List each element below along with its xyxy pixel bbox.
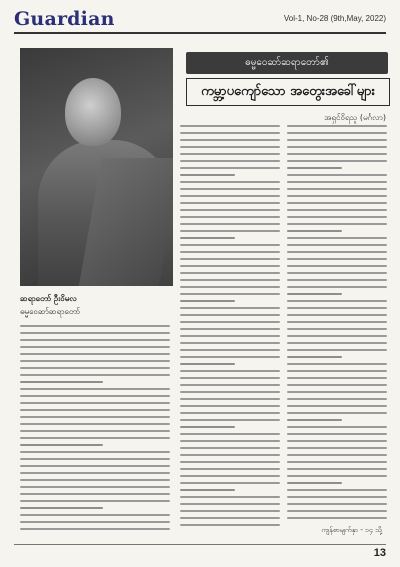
body-text-line: [287, 195, 387, 197]
body-text-line: [180, 174, 235, 176]
body-text-line: [287, 293, 342, 295]
body-text-line: [287, 335, 387, 337]
body-text-line: [180, 356, 280, 358]
article-kicker: ဓမ္မဝေဆာ်ဆရာတော်၏: [186, 52, 388, 74]
body-text-line: [180, 286, 280, 288]
body-text-line: [287, 160, 387, 162]
body-text-line: [20, 507, 103, 509]
body-text-line: [180, 195, 280, 197]
body-text-line: [287, 384, 387, 386]
body-text-line: [180, 335, 280, 337]
body-text-line: [287, 370, 387, 372]
body-text-line: [287, 398, 387, 400]
body-text-line: [287, 447, 387, 449]
body-text-line: [20, 353, 170, 355]
body-text-line: [287, 139, 387, 141]
body-text-line: [287, 188, 387, 190]
body-text-line: [287, 286, 387, 288]
body-text-line: [287, 223, 387, 225]
body-text-line: [287, 300, 387, 302]
body-text-line: [20, 367, 170, 369]
body-text-line: [20, 339, 170, 341]
body-text-line: [287, 272, 387, 274]
body-text-line: [20, 472, 170, 474]
article-headline: ကမ္ဘာ့ပကျော်သော အတွေးအခေါ်များ: [186, 78, 390, 106]
body-text-line: [20, 360, 170, 362]
body-text-line: [180, 328, 280, 330]
body-text-line: [287, 258, 387, 260]
body-text-line: [287, 363, 387, 365]
body-text-line: [180, 209, 280, 211]
body-text-line: [180, 153, 280, 155]
body-text-line: [180, 265, 280, 267]
body-text-line: [180, 482, 280, 484]
body-text-line: [180, 181, 280, 183]
masthead: [14, 6, 386, 34]
body-text-line: [287, 356, 342, 358]
body-text-line: [180, 293, 280, 295]
body-text-line: [180, 398, 280, 400]
body-text-line: [20, 395, 170, 397]
body-text-line: [287, 496, 387, 498]
body-text-line: [287, 349, 387, 351]
body-text-line: [180, 412, 280, 414]
body-text-line: [180, 300, 235, 302]
body-text-line: [180, 223, 280, 225]
body-text-line: [287, 517, 387, 519]
body-text-line: [287, 181, 387, 183]
body-text-line: [180, 342, 280, 344]
body-text-line: [20, 486, 170, 488]
body-text-line: [20, 409, 170, 411]
continued-note: ကျန်စာမျက်နှာ - ၁၄ သို့: [321, 526, 382, 534]
body-text-line: [180, 447, 280, 449]
body-text-line: [287, 251, 387, 253]
body-text-line: [20, 458, 170, 460]
article-byline: အရှင်ဝိရသူ (မင်္ဂလာ): [324, 113, 386, 122]
body-text-line: [180, 349, 280, 351]
body-text-line: [287, 202, 387, 204]
body-text-line: [20, 423, 170, 425]
body-text-line: [287, 489, 387, 491]
caption-role: ဓမ္မဝေဆာ်ဆရာတော်: [20, 307, 80, 316]
body-text-line: [180, 461, 280, 463]
body-text-line: [20, 381, 103, 383]
body-text-line: [287, 475, 387, 477]
body-text-line: [180, 496, 280, 498]
body-text-line: [20, 346, 170, 348]
body-text-line: [180, 321, 280, 323]
body-text-line: [20, 444, 103, 446]
body-text-line: [287, 454, 387, 456]
body-text-line: [180, 314, 280, 316]
body-text-line: [20, 332, 170, 334]
body-text-line: [287, 328, 387, 330]
body-text-line: [20, 416, 170, 418]
body-text-line: [287, 412, 387, 414]
body-text-line: [180, 230, 280, 232]
body-text-line: [20, 374, 170, 376]
body-text-line: [180, 524, 280, 526]
body-text-line: [287, 209, 387, 211]
body-text-line: [287, 244, 387, 246]
body-text-line: [287, 174, 387, 176]
body-text-line: [287, 510, 387, 512]
body-text-line: [180, 258, 280, 260]
body-text-line: [287, 426, 387, 428]
body-text-line: [180, 202, 280, 204]
body-text-line: [180, 475, 280, 477]
monk-portrait-photo: [20, 48, 173, 286]
body-text-line: [287, 419, 342, 421]
body-text-line: [180, 426, 235, 428]
body-text-line: [180, 503, 280, 505]
page-number: 13: [373, 547, 386, 559]
body-text-line: [180, 251, 280, 253]
body-text-line: [287, 153, 387, 155]
body-text-line: [180, 433, 280, 435]
body-text-line: [180, 489, 235, 491]
body-text-line: [287, 230, 342, 232]
body-text-line: [287, 216, 387, 218]
body-text-line: [287, 265, 387, 267]
body-text-line: [20, 388, 170, 390]
body-text-line: [180, 384, 280, 386]
body-text-line: [20, 479, 170, 481]
body-text-line: [180, 510, 280, 512]
body-text-line: [287, 461, 387, 463]
body-text-line: [180, 132, 280, 134]
body-text-line: [20, 514, 170, 516]
footer-rule: [14, 544, 386, 545]
body-text-line: [20, 528, 170, 530]
body-text-line: [287, 468, 387, 470]
masthead-logo: Guardian: [14, 8, 115, 30]
body-text-line: [20, 430, 170, 432]
body-text-line: [287, 132, 387, 134]
body-text-line: [287, 321, 387, 323]
body-text-line: [180, 370, 280, 372]
body-text-line: [180, 188, 280, 190]
body-text-line: [180, 454, 280, 456]
body-text-line: [180, 279, 280, 281]
body-text-line: [20, 451, 170, 453]
body-text-line: [287, 440, 387, 442]
body-text-line: [180, 167, 280, 169]
body-text-line: [180, 419, 280, 421]
body-text-line: [287, 433, 387, 435]
body-text-line: [287, 167, 342, 169]
body-text-line: [180, 244, 280, 246]
body-text-line: [287, 307, 387, 309]
body-text-line: [287, 342, 387, 344]
caption-name: ဆရာတော် ဦးဝိမလ: [20, 294, 77, 303]
body-text-line: [20, 500, 170, 502]
body-text-line: [20, 437, 170, 439]
body-text-line: [180, 377, 280, 379]
body-text-line: [180, 391, 280, 393]
body-text-line: [20, 493, 170, 495]
body-text-line: [180, 216, 280, 218]
body-text-line: [287, 146, 387, 148]
body-text-line: [287, 482, 342, 484]
body-text-line: [287, 125, 387, 127]
body-text-line: [180, 125, 280, 127]
body-text-line: [287, 405, 387, 407]
body-text-line: [180, 440, 280, 442]
body-text-line: [180, 272, 280, 274]
body-text-line: [20, 402, 170, 404]
body-text-line: [287, 391, 387, 393]
body-text-line: [287, 237, 387, 239]
body-text-line: [180, 237, 235, 239]
body-text-line: [287, 503, 387, 505]
body-text-line: [180, 139, 280, 141]
issue-info: Vol-1, No-28 (9th,May, 2022): [283, 14, 386, 23]
body-text-line: [287, 314, 387, 316]
body-text-line: [180, 160, 280, 162]
body-text-line: [20, 465, 170, 467]
photo-caption: [20, 292, 173, 320]
body-text-line: [180, 363, 235, 365]
body-text-line: [20, 521, 170, 523]
body-text-line: [180, 517, 280, 519]
body-text-line: [180, 468, 280, 470]
body-text-line: [287, 377, 387, 379]
body-text-line: [180, 146, 280, 148]
body-text-line: [20, 325, 170, 327]
body-text-line: [287, 279, 387, 281]
body-text-line: [180, 307, 280, 309]
body-text-line: [180, 405, 280, 407]
